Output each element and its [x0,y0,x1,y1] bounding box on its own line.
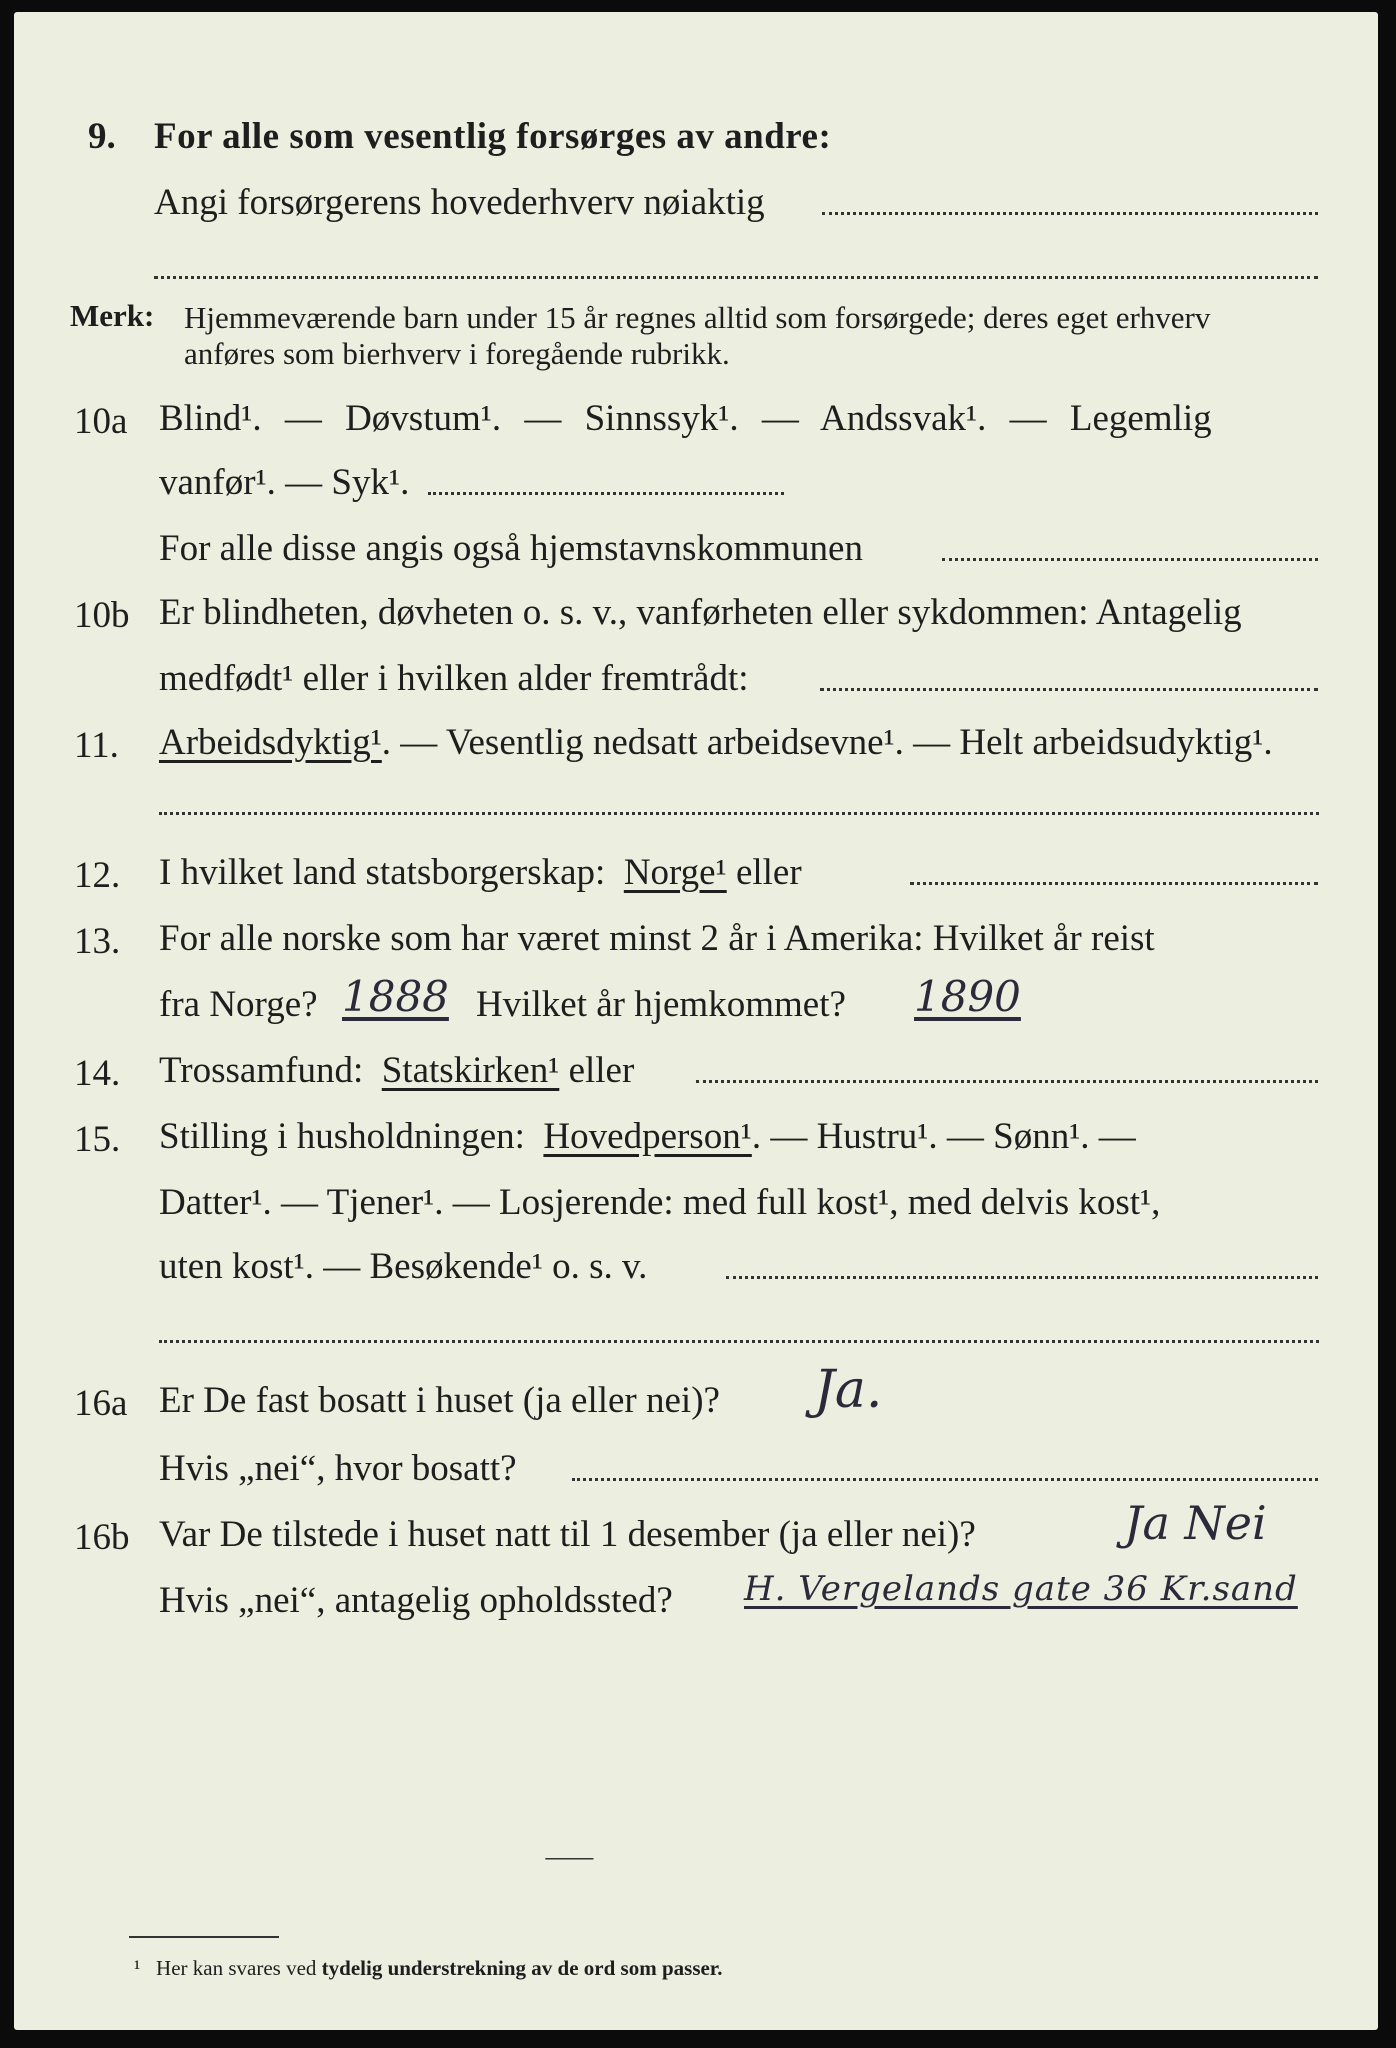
q9-answer-line [822,212,1318,215]
footnote-mark: ¹ [134,1956,141,1980]
q13-year-returned: 1890 [914,972,1021,1021]
q12-number: 12. [74,855,121,896]
stray-pen-mark: ⸺ [544,1841,595,1874]
q10a-line-1: Blind¹. — Døvstum¹. — Sinnssyk¹. — Andssvak¹. — Legemlig [159,398,1212,439]
q14-answer-line [696,1080,1318,1083]
q10a-line-2: vanfør¹. — Syk¹. [159,462,410,503]
q15-options-1: . — Hustru¹. — Sønn¹. — [751,1116,1136,1157]
q16b-line-1: Var De tilstede i huset natt til 1 desember (ja eller nei)? [159,1514,976,1555]
q10b-line-1: Er blindheten, døvheten o. s. v., vanførheten eller sykdommen: Antagelig [159,592,1242,633]
q10b-line-2: medfødt¹ eller i hvilken alder fremtrådt: [159,658,749,699]
q9-answer-line-2 [154,276,1318,279]
q10a-line-3: For alle disse angis også hjemstavnskommunen [159,528,863,569]
q15-answer-line-2 [159,1340,1319,1343]
q16b-place: H. Vergelands gate 36 Kr.sand [744,1569,1298,1609]
q9-instruction: Angi forsørgerens hovederhverv nøiaktig [154,182,765,223]
q16a-line-2: Hvis „nei“, hvor bosatt? [159,1448,517,1489]
q12-line [159,854,802,891]
merk-text-1: Hjemmeværende barn under 15 år regnes alltid som forsørgede; deres eget erhverv [184,300,1211,335]
q11-answer-line [159,812,1319,815]
q15-number: 15. [74,1119,121,1160]
q13-number: 13. [74,921,121,962]
q15-line-1 [159,1118,1136,1155]
q16a-answer: Ja. [814,1360,883,1420]
q15-line-2: Datter¹. — Tjener¹. — Losjerende: med full kost¹, med delvis kost¹, [159,1182,1161,1223]
footnote-text: Her kan svares ved [156,1956,317,1980]
footnote-text-bold: tydelig understrekning av de ord som passer. [321,1956,723,1980]
q15-answer-line [726,1276,1318,1279]
q12-answer-line [910,882,1318,885]
q11-options: . — Vesentlig nedsatt arbeidsevne¹. — Helt arbeidsudyktig¹. [381,722,1273,763]
q14-number: 14. [74,1053,121,1094]
q13-line-2-pre: fra Norge? [159,984,318,1025]
q14-line [159,1052,634,1089]
q14-question: Trossamfund: [159,1050,364,1091]
q16a-answer-line [572,1478,1318,1481]
census-form-page [14,12,1378,2030]
q13-year-left: 1888 [342,972,449,1021]
q10b-answer-line [820,688,1318,691]
q15-answer-underlined: Hovedperson¹ [543,1116,752,1157]
q10b-number: 10b [74,595,130,636]
q16b-answer: Ja Nei [1124,1496,1267,1550]
q11-line [159,724,1273,761]
q11-answer-underlined: Arbeidsdyktig¹ [159,722,382,763]
q16b-number: 16b [74,1517,130,1558]
q13-line-1: For alle norske som har været minst 2 år i Amerika: Hvilket år reist [159,918,1155,959]
footnote [134,1956,722,1981]
q9-number: 9. [88,116,116,157]
q16a-line-1: Er De fast bosatt i huset (ja eller nei)? [159,1380,720,1421]
merk-text-2: anføres som bierhverv i foregående rubrikk. [184,336,730,371]
q15-question: Stilling i husholdningen: [159,1116,525,1157]
q10a-home-municipality-line [942,558,1318,561]
footnote-rule [129,1936,279,1938]
q16a-number: 16a [74,1383,128,1424]
q15-line-3: uten kost¹. — Besøkende¹ o. s. v. [159,1246,648,1287]
q9-heading: For alle som vesentlig forsørges av andre: [154,116,832,157]
q12-answer-underlined: Norge¹ [623,852,727,893]
q14-or: eller [568,1050,635,1091]
q14-answer-underlined: Statskirken¹ [381,1050,560,1091]
q10a-answer-line [428,492,784,495]
q11-number: 11. [74,725,119,766]
q13-line-2-mid: Hvilket år hjemkommet? [476,984,846,1025]
q12-question: I hvilket land statsborgerskap: [159,852,606,893]
q10a-number: 10a [74,401,128,442]
q16b-line-2: Hvis „nei“, antagelig opholdssted? [159,1580,673,1621]
q12-or: eller [735,852,802,893]
merk-label: Merk: [70,298,155,333]
